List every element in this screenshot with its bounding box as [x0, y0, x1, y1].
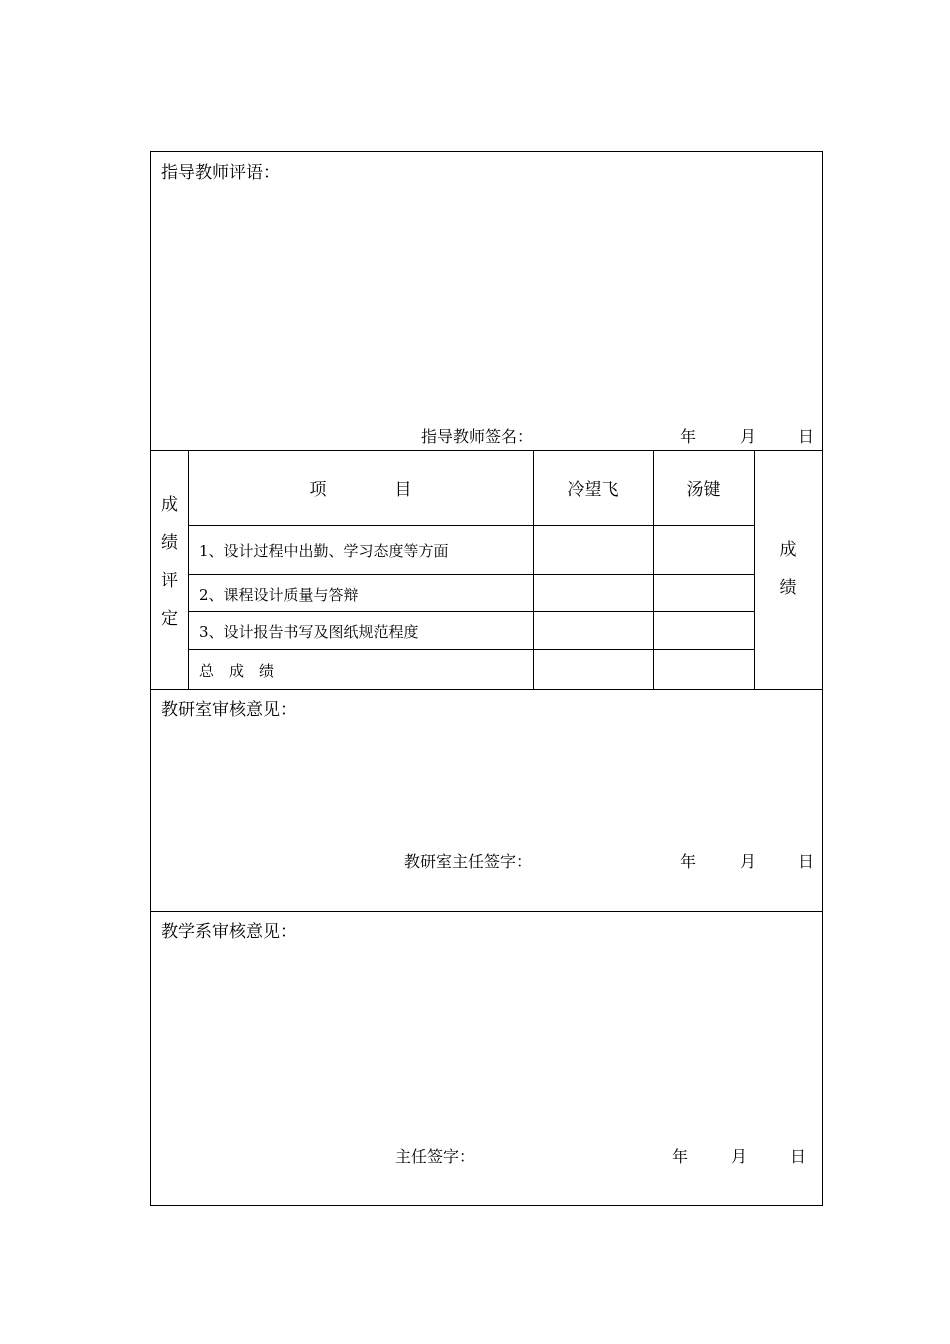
- advisor-comment-section: [151, 152, 822, 450]
- grade-column-label: [754, 531, 822, 607]
- department-review-section: [151, 911, 822, 1205]
- row-label-report: 3、设计报告书写及图纸规范程度: [199, 623, 419, 641]
- row-divider: [188, 574, 754, 575]
- advisor-day-label: 日: [798, 427, 815, 446]
- office-review-section: [151, 689, 822, 911]
- office-day-label: 日: [798, 852, 815, 871]
- office-review-title: 教研室审核意见：: [161, 700, 297, 720]
- side-char: 定: [161, 609, 178, 629]
- department-year-label: 年: [672, 1147, 689, 1166]
- office-signature-label: 教研室主任签字：: [404, 852, 533, 871]
- advisor-month-label: 月: [740, 427, 757, 446]
- department-day-label: 日: [790, 1147, 807, 1166]
- header-student-2: 汤键: [686, 480, 721, 500]
- grading-table: [151, 450, 822, 689]
- side-char: 绩: [161, 533, 178, 553]
- row-divider: [188, 649, 754, 650]
- row-divider: [188, 611, 754, 612]
- row-divider: [188, 525, 754, 526]
- row-label-quality: 2、课程设计质量与答辩: [199, 586, 359, 604]
- department-month-label: 月: [731, 1147, 748, 1166]
- grade-char: 绩: [779, 578, 797, 598]
- side-char: 评: [161, 571, 178, 591]
- row-label-attendance: 1、设计过程中出勤、学习态度等方面: [199, 542, 449, 560]
- header-student-1: 冷望飞: [567, 480, 619, 500]
- advisor-year-label: 年: [680, 427, 697, 446]
- side-char: 成: [161, 495, 178, 515]
- department-signature-label: 主任签字：: [395, 1147, 476, 1166]
- office-month-label: 月: [740, 852, 757, 871]
- grade-char: 成: [779, 540, 797, 560]
- department-review-title: 教学系审核意见：: [161, 922, 297, 942]
- grade-evaluation-side-label: [151, 486, 188, 638]
- row-label-total: 总 成 绩: [199, 662, 275, 680]
- header-item: 项 目: [309, 480, 412, 500]
- advisor-comment-title: 指导教师评语：: [161, 163, 280, 183]
- advisor-signature-label: 指导教师签名：: [421, 427, 534, 446]
- office-year-label: 年: [680, 852, 697, 871]
- evaluation-form: [150, 151, 823, 1206]
